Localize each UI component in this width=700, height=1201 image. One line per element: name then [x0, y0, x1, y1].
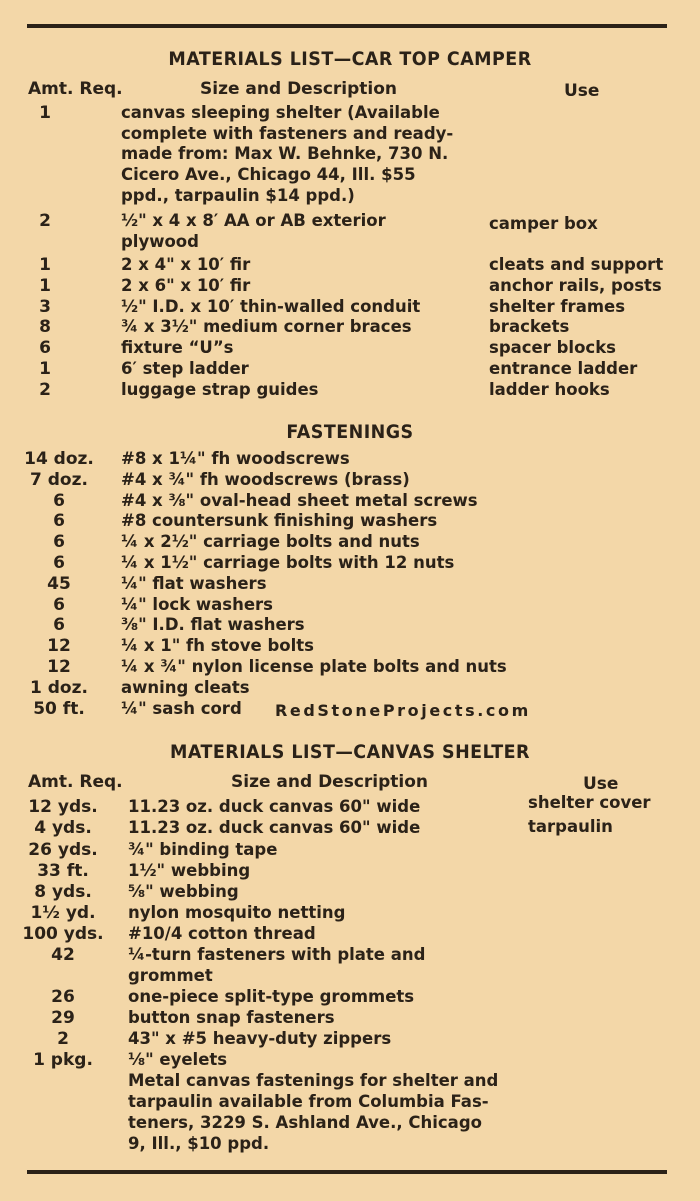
- amount: 12: [47, 636, 71, 657]
- description: ¼" flat washers: [121, 573, 267, 593]
- description: ¼ x 1½" carriage bolts with 12 nuts: [121, 553, 455, 572]
- bottom-rule: [27, 1170, 667, 1174]
- amount: 8: [39, 317, 51, 337]
- amount: 6: [53, 553, 65, 573]
- description-line: Cicero Ave., Chicago 44, Ill. $55: [121, 165, 416, 185]
- use-label: shelter cover: [528, 793, 651, 812]
- amount: 26 yds.: [28, 840, 98, 860]
- description-line: teners, 3229 S. Ashland Ave., Chicago: [128, 1113, 482, 1132]
- description-line: ppd., tarpaulin $14 ppd.): [121, 185, 355, 205]
- amount: 6: [53, 511, 65, 532]
- description: ¼" lock washers: [121, 594, 274, 614]
- description-line: made from: Max W. Behnke, 730 N.: [121, 144, 449, 164]
- description-line: ⅛" eyelets: [128, 1050, 228, 1069]
- amount: 42: [51, 945, 75, 965]
- watermark: RedStoneProjects.com: [275, 701, 531, 720]
- description-line: complete with fasteners and ready-: [121, 123, 454, 143]
- shelter-desc-header: Size and Description: [231, 772, 429, 792]
- use-label: shelter frames: [489, 297, 626, 316]
- amount: 45: [47, 573, 71, 594]
- description-line: ½" I.D. x 10′ thin-walled conduit: [121, 297, 421, 316]
- description: ¼ x 2½" carriage bolts and nuts: [121, 532, 420, 552]
- amount: 33 ft.: [37, 861, 89, 881]
- amount: 1: [39, 359, 51, 379]
- description-line: one-piece split-type grommets: [128, 987, 415, 1006]
- description-line: 1½" webbing: [128, 861, 251, 880]
- description-line: 2 x 4" x 10′ fir: [121, 255, 251, 274]
- description-line: 2 x 6" x 10′ fir: [121, 276, 251, 295]
- description-line: #10/4 cotton thread: [128, 924, 316, 943]
- use-label: camper box: [489, 214, 598, 233]
- description-line: ¾" binding tape: [128, 840, 278, 859]
- description: #4 x ¾" fh woodscrews (brass): [121, 469, 410, 489]
- amount: 3: [39, 297, 51, 317]
- description-line: 43" x #5 heavy-duty zippers: [128, 1029, 392, 1048]
- use-label: brackets: [489, 317, 570, 336]
- description-line: tarpaulin available from Columbia Fas-: [128, 1092, 489, 1111]
- description-line: ⅝" webbing: [128, 882, 239, 901]
- description-line: fixture “U”s: [121, 338, 234, 357]
- shelter-amt-header: Amt. Req.: [28, 772, 123, 792]
- description-line: 9, Ill., $10 ppd.: [128, 1134, 270, 1153]
- top-rule: [27, 24, 667, 28]
- description-line: Metal canvas fastenings for shelter and: [128, 1071, 499, 1090]
- amount: 1 pkg.: [33, 1050, 93, 1070]
- amount: 6: [39, 338, 51, 358]
- camper-amt-header: Amt. Req.: [28, 79, 123, 99]
- amount: 1: [39, 255, 51, 275]
- amount: 26: [51, 987, 75, 1007]
- description-line: ¾ x 3½" medium corner braces: [121, 317, 412, 336]
- amount: 12 yds.: [28, 797, 98, 817]
- description-line: ½" x 4 x 8′ AA or AB exterior: [121, 211, 386, 230]
- use-label: cleats and support: [489, 255, 664, 274]
- description-line: ¼-turn fasteners with plate and: [128, 945, 426, 964]
- description-line: 11.23 oz. duck canvas 60" wide: [128, 818, 421, 837]
- amount: 12: [47, 657, 71, 677]
- use-label: entrance ladder: [489, 359, 638, 378]
- amount: 6: [53, 532, 65, 553]
- description: #8 countersunk finishing washers: [121, 511, 438, 531]
- description: #4 x ⅜" oval-head sheet metal screws: [121, 490, 478, 510]
- description-line: canvas sleeping shelter (Available: [121, 103, 440, 122]
- amount: 8 yds.: [34, 882, 92, 902]
- shelter-list-title: MATERIALS LIST—CANVAS SHELTER: [170, 741, 530, 763]
- amount: 2: [39, 211, 51, 231]
- amount: 2: [57, 1029, 69, 1049]
- use-label: ladder hooks: [489, 380, 610, 399]
- description-line: nylon mosquito netting: [128, 903, 346, 922]
- amount: 2: [39, 380, 51, 400]
- description-line: plywood: [121, 231, 199, 251]
- amount: 1 doz.: [30, 677, 88, 698]
- description: ¼ x 1" fh stove bolts: [121, 636, 314, 656]
- amount: 6: [53, 490, 65, 511]
- description-line: button snap fasteners: [128, 1008, 335, 1027]
- description-line: luggage strap guides: [121, 380, 319, 399]
- amount: 14 doz.: [24, 449, 94, 469]
- amount: 29: [51, 1008, 75, 1028]
- amount: 4 yds.: [34, 818, 92, 838]
- amount: 50 ft.: [33, 698, 85, 719]
- use-label: spacer blocks: [489, 338, 616, 357]
- description-line: 6′ step ladder: [121, 359, 249, 378]
- description-line: grommet: [128, 966, 213, 985]
- fastenings-title: FASTENINGS: [286, 421, 414, 443]
- amount: 1: [39, 276, 51, 296]
- description: awning cleats: [121, 677, 250, 697]
- camper-list-title: MATERIALS LIST—CAR TOP CAMPER: [168, 48, 532, 70]
- camper-use-header: Use: [564, 81, 600, 101]
- description: ⅜" I.D. flat washers: [121, 615, 305, 635]
- amount: 7 doz.: [30, 469, 88, 490]
- use-label: tarpaulin: [528, 817, 613, 836]
- amount: 1½ yd.: [30, 903, 96, 923]
- amount: 6: [53, 615, 65, 636]
- use-label: anchor rails, posts: [489, 276, 662, 295]
- description: ¼ x ¾" nylon license plate bolts and nuts: [121, 657, 507, 676]
- description-line: 11.23 oz. duck canvas 60" wide: [128, 797, 421, 816]
- amount: 100 yds.: [22, 924, 104, 944]
- camper-desc-header: Size and Description: [200, 79, 398, 99]
- description: #8 x 1¼" fh woodscrews: [121, 449, 350, 468]
- amount: 6: [53, 594, 65, 615]
- shelter-use-header: Use: [583, 774, 619, 794]
- amount: 1: [39, 103, 51, 123]
- description: ¼" sash cord: [121, 698, 242, 718]
